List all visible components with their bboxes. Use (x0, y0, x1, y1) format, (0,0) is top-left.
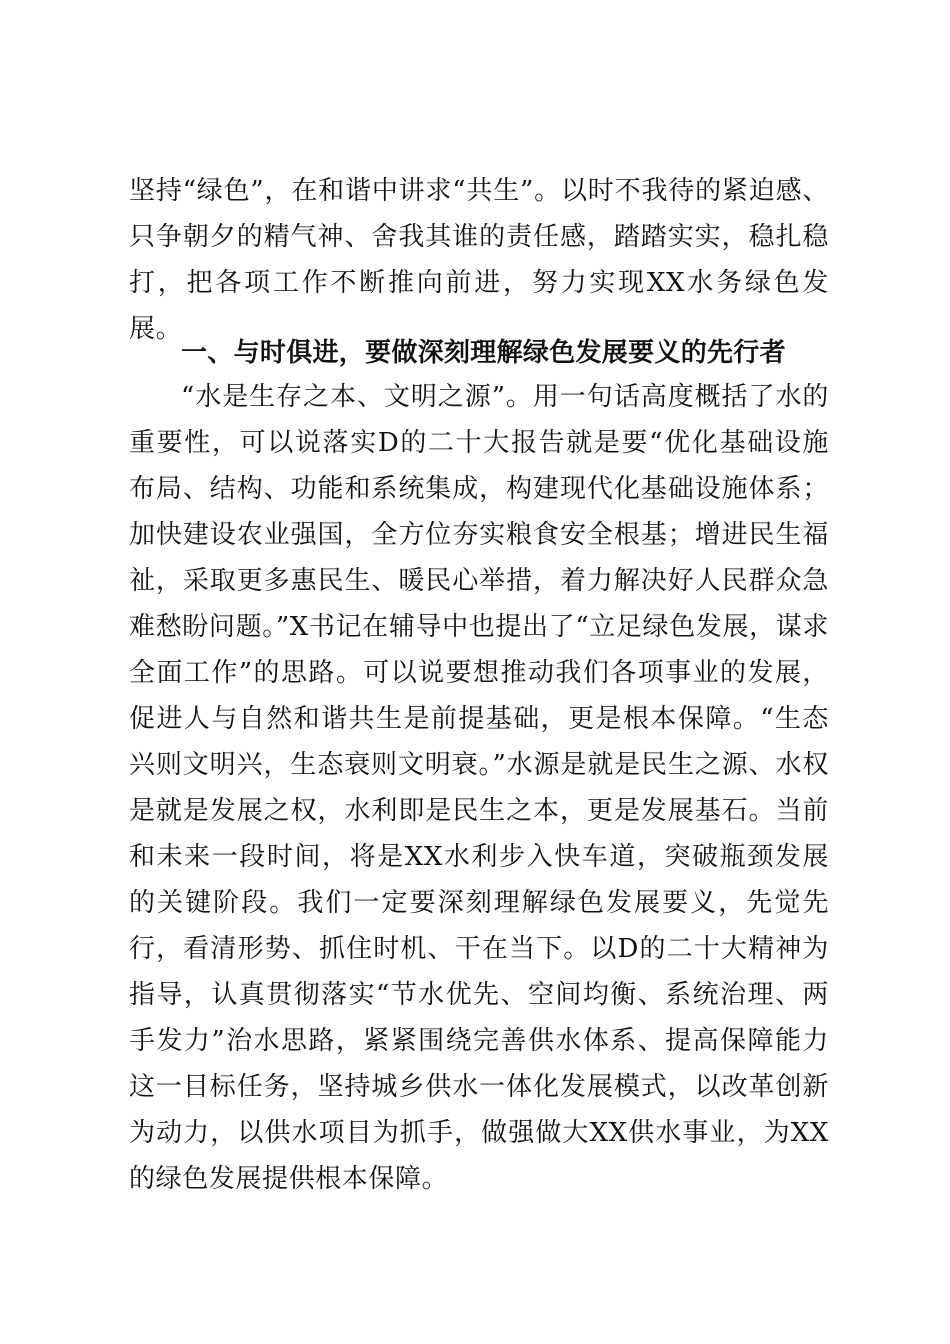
body-paragraph: “水是生存之本、文明之源”。用一句话高度概括了水的重要性，可以说落实D的二十大报告就是要“优化基础设施布局、结构、功能和系统集成，构建现代化基础设施体系；加快建设农业强国，全方位夯实粮食安全根基；增进民生福祉，采取更多惠民生、暖民心举措，着力解决好人民群众急难愁盼问题。”X书记在辅导中也提出了“立足绿色发展，谋求全面工作”的思路。可以说要想推动我们各项事业的发展，促进人与自然和谐共生是前提基础，更是根本保障。“生态兴则文明兴，生态衰则文明衰。”水源是就是民生之源、水权是就是发展之权，水利即是民生之本，更是发展基石。当前和未来一段时间，将是XX水利步入快车道，突破瓶颈发展的关键阶段。我们一定要深刻理解绿色发展要义，先觉先行，看清形势、抓住时机、干在当下。以D的二十大精神为指导，认真贯彻落实“节水优先、空间均衡、系统治理、两手发力”治水思路，紧紧围绕完善供水体系、提高保障能力这一目标任务，坚持城乡供水一体化发展模式，以改革创新为动力，以供水项目为抓手，做强做大XX供水事业，为XX的绿色发展提供根本保障。 (129, 382, 829, 1194)
section-heading: 一、与时俱进，要做深刻理解绿色发展要义的先行者 (181, 338, 786, 368)
intro-paragraph: 坚持“绿色”，在和谐中讲求“共生”。以时不我待的紧迫感、只争朝夕的精气神、舍我其谁的责任感，踏踏实实，稳扎稳打，把各项工作不断推向前进，努力实现XX水务绿色发展。 (129, 176, 829, 344)
